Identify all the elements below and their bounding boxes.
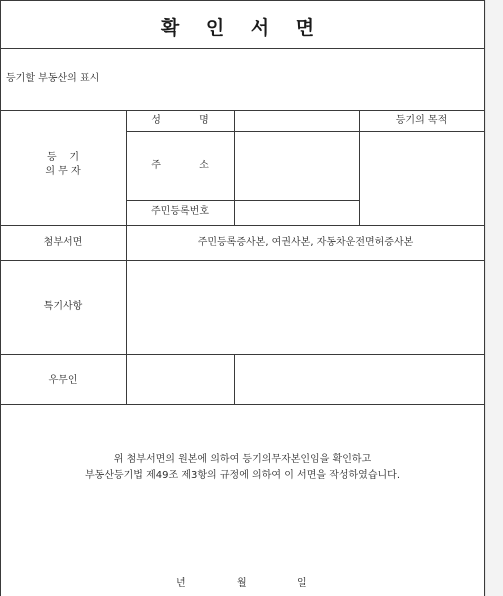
special-notes-divider bbox=[0, 354, 485, 355]
scrollbar-thumb[interactable] bbox=[491, 22, 497, 582]
document-title: 확 인 서 면 bbox=[160, 17, 325, 39]
form-top-border bbox=[0, 0, 485, 1]
purpose-column-rule bbox=[359, 110, 360, 225]
purpose-label: 등기의 목적 bbox=[395, 115, 448, 126]
statement-line1: 위 첨부서면의 원본에 의하여 등기의무자본인임을 확인하고 bbox=[113, 454, 372, 465]
title-divider bbox=[0, 48, 485, 49]
address-row-divider bbox=[126, 200, 359, 201]
thumbprint-label: 우무인 bbox=[48, 375, 78, 386]
month-label: 월 bbox=[237, 578, 247, 589]
obligor-label-line2: 의 무 자 bbox=[45, 166, 81, 177]
day-label: 일 bbox=[297, 578, 307, 589]
label-column-rule bbox=[126, 110, 127, 404]
statement-line2: 부동산등기법 제49조 제3항의 규정에 의하여 이 서면을 작성하였습니다. bbox=[85, 470, 400, 481]
form-left-border bbox=[0, 0, 1, 596]
address-label: 주 소 bbox=[151, 160, 209, 171]
obligor-divider bbox=[0, 225, 485, 226]
special-notes-label: 특기사항 bbox=[43, 301, 83, 312]
property-divider bbox=[0, 110, 485, 111]
year-label: 년 bbox=[176, 578, 186, 589]
attached-docs-divider bbox=[0, 260, 485, 261]
property-label: 등기할 부동산의 표시 bbox=[6, 73, 100, 84]
name-value-rule bbox=[234, 110, 235, 225]
resident-number-label: 주민등록번호 bbox=[151, 206, 209, 217]
name-row-divider bbox=[126, 131, 485, 132]
obligor-label-line1: 등 기 bbox=[46, 152, 80, 163]
name-label: 성 명 bbox=[151, 115, 209, 126]
attached-docs-label: 첨부서면 bbox=[43, 237, 83, 248]
thumbprint-value-rule bbox=[234, 354, 235, 404]
attached-docs-value: 주민등록증사본, 여권사본, 자동차운전면허증사본 bbox=[197, 237, 414, 248]
thumbprint-divider bbox=[0, 404, 485, 405]
